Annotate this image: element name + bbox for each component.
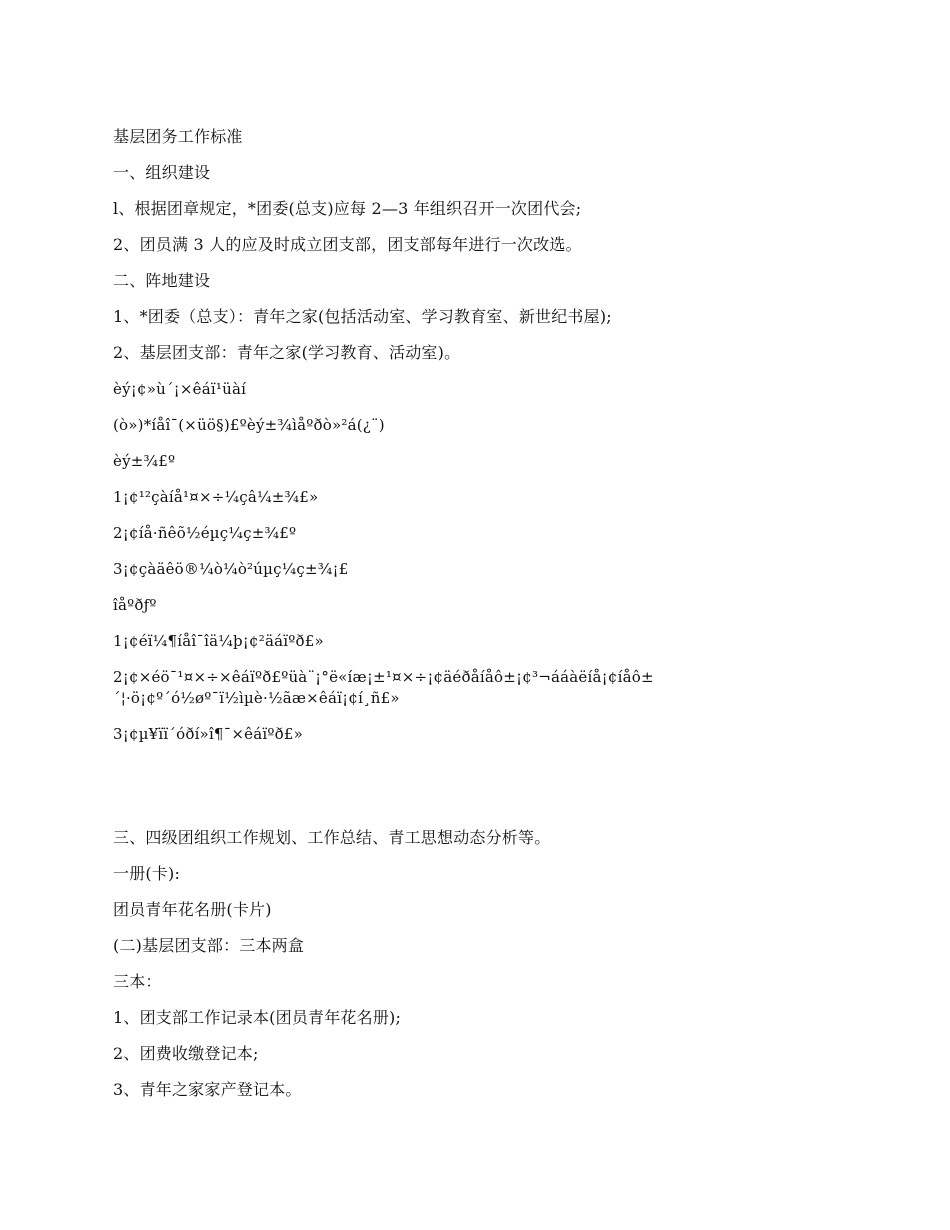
garbled-line: 2¡¢íå·ñêõ½éµç¼ç±¾£º — [113, 524, 297, 542]
paragraph-line: (二)基层团支部：三本两盒 — [113, 936, 305, 955]
garbled-line: 2¡¢×éö¯¹¤×÷×êáïºð£ºüà¨¡°ë«íæ¡±¹¤×÷¡¢äéðåíåô±¡¢³¬ááàëíå¡¢íåô± — [113, 668, 654, 686]
paragraph-line: 团员青年花名册(卡片) — [113, 900, 272, 919]
paragraph-line: 2、团费收缴登记本; — [113, 1044, 259, 1063]
paragraph-line: 1、团支部工作记录本(团员青年花名册); — [113, 1008, 402, 1027]
paragraph-line: 2、团员满 3 人的应及时成立团支部，团支部每年进行一次改选。 — [113, 235, 582, 254]
garbled-line: (ò»)*íåî¯(×üö§)£ºèý±¾ìåºðò»²á(¿¨) — [113, 416, 385, 434]
paragraph-line: 3、青年之家家产登记本。 — [113, 1080, 302, 1099]
paragraph-line: 1、*团委（总支）：青年之家(包括活动室、学习教育室、新世纪书屋); — [113, 307, 612, 326]
garbled-line: 3¡¢çàäêö®¼ò¼ò²úµç¼ç±¾¡£ — [113, 560, 349, 578]
garbled-line: 1¡¢éï¼¶íåî¯îä¼þ¡¢²äáïºð£» — [113, 632, 324, 650]
paragraph-line: 三本： — [113, 972, 162, 991]
section-heading-organization: 一、组织建设 — [113, 163, 211, 182]
document-title: 基层团务工作标准 — [113, 127, 243, 146]
garbled-line: èý¡¢»ù´¡×êáï¹üàí — [113, 380, 247, 398]
garbled-line: 3¡¢µ¥ïï´óðí»î¶¯×êáïºð£» — [113, 725, 303, 743]
paragraph-line: 2、基层团支部：青年之家(学习教育、活动室)。 — [113, 343, 461, 362]
garbled-line: èý±¾£º — [113, 452, 176, 470]
section-heading-planning: 三、四级团组织工作规划、工作总结、青工思想动态分析等。 — [113, 828, 551, 847]
garbled-line: îåºðƒº — [113, 596, 157, 614]
paragraph-line: l、根据团章规定，*团委(总支)应每 2—3 年组织召开一次团代会; — [113, 199, 582, 218]
paragraph-line: 一册(卡): — [113, 864, 181, 883]
garbled-line: ´¦·ö¡¢º´ó½øº¯ï½ìµè·½ãæ×êáï¡¢í¸ñ£» — [113, 689, 400, 707]
garbled-line: 1¡¢¹²çàíå¹¤×÷¼çâ¼±¾£» — [113, 488, 319, 506]
section-heading-venue: 二、阵地建设 — [113, 271, 211, 290]
